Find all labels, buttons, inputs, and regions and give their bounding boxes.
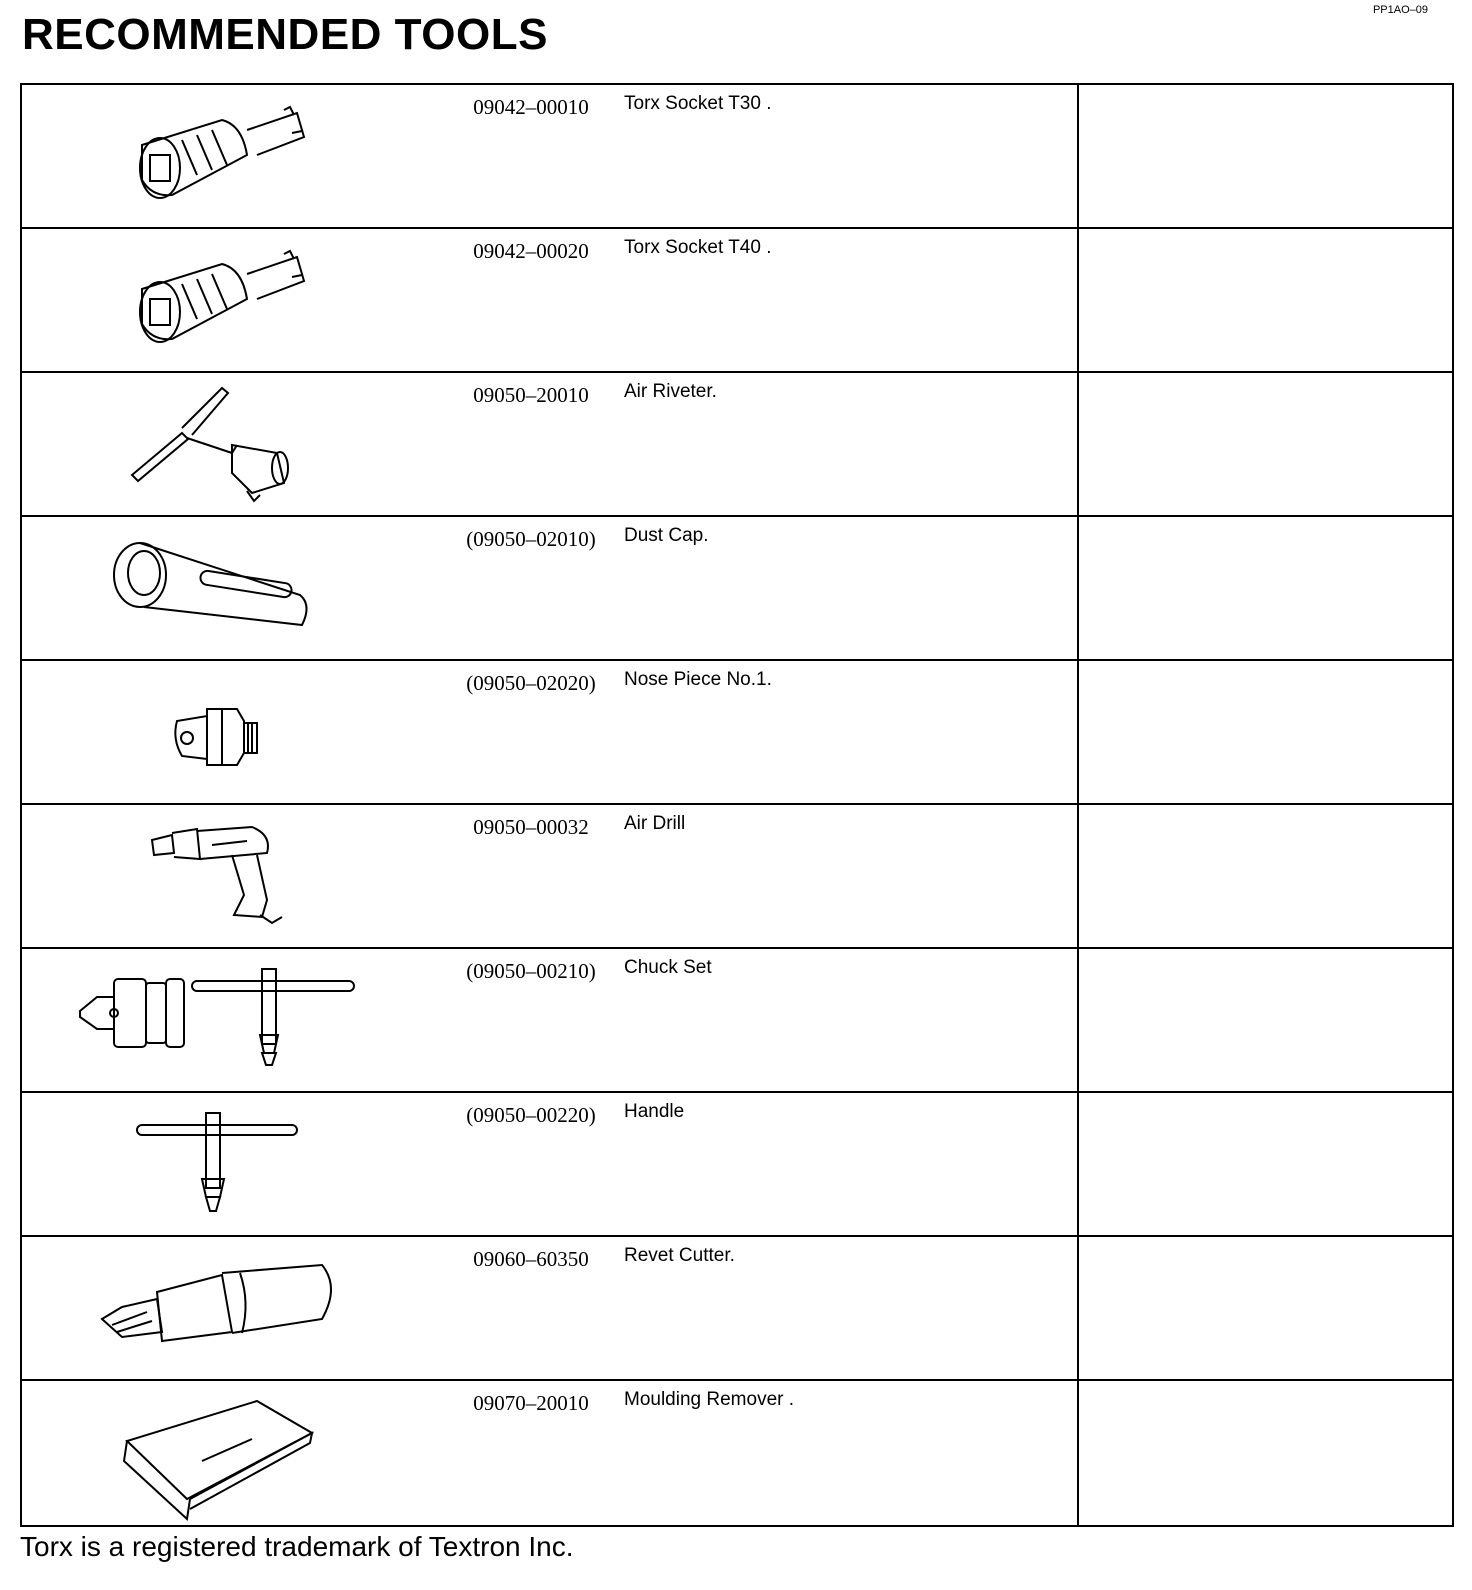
moulding-remover-icon xyxy=(22,1381,442,1523)
tools-table xyxy=(20,83,1454,1527)
part-number: 09070–20010 xyxy=(473,1391,589,1415)
notes-cell xyxy=(1079,949,1452,1091)
tool-row xyxy=(22,805,1452,949)
tool-row xyxy=(22,229,1452,373)
tool-name: Air Riveter. xyxy=(624,381,717,402)
part-number: 09042–00010 xyxy=(473,95,589,119)
tool-row xyxy=(22,661,1452,805)
tool-name: Revet Cutter. xyxy=(624,1245,735,1266)
tool-row xyxy=(22,949,1452,1093)
tool-row xyxy=(22,1093,1452,1237)
part-number: (09050–00220) xyxy=(466,1103,596,1127)
part-number: 09050–00032 xyxy=(473,815,589,839)
air-riveter-icon xyxy=(22,373,442,515)
tool-row xyxy=(22,1237,1452,1381)
notes-cell xyxy=(1079,1381,1452,1525)
part-number: 09060–60350 xyxy=(473,1247,589,1271)
tool-row xyxy=(22,85,1452,229)
tool-name: Handle xyxy=(624,1101,685,1122)
tool-name: Dust Cap. xyxy=(624,525,709,546)
notes-cell xyxy=(1079,1237,1452,1379)
tool-name: Torx Socket T30 . xyxy=(624,93,772,114)
part-number: (09050–00210) xyxy=(466,959,596,983)
part-number: 09050–20010 xyxy=(473,383,589,407)
tool-row xyxy=(22,1381,1452,1525)
rivet-cutter-icon xyxy=(22,1237,442,1379)
notes-cell xyxy=(1079,517,1452,659)
trademark-footnote: Torx is a registered trademark of Textron Inc. xyxy=(20,1531,574,1562)
dust-cap-icon xyxy=(22,517,442,659)
document-code: PP1AO–09 xyxy=(1372,4,1428,16)
notes-cell xyxy=(1079,373,1452,515)
part-number: (09050–02020) xyxy=(466,671,596,695)
tool-name: Torx Socket T40 . xyxy=(624,237,772,258)
tool-name: Air Drill xyxy=(624,813,686,834)
notes-cell xyxy=(1079,805,1452,947)
notes-cell xyxy=(1079,1093,1452,1235)
torx-socket-icon xyxy=(22,229,442,371)
chuck-set-icon xyxy=(22,949,442,1091)
nose-piece-icon xyxy=(22,661,442,803)
air-drill-icon xyxy=(22,805,442,947)
chuck-handle-icon xyxy=(22,1093,442,1235)
torx-socket-icon xyxy=(22,85,442,227)
tool-name: Chuck Set xyxy=(624,957,712,978)
tool-name: Nose Piece No.1. xyxy=(624,669,772,690)
page-title: RECOMMENDED TOOLS xyxy=(22,10,548,59)
notes-cell xyxy=(1079,229,1452,371)
part-number: 09042–00020 xyxy=(473,239,589,263)
tool-row xyxy=(22,373,1452,517)
notes-cell xyxy=(1079,85,1452,227)
tool-name: Moulding Remover . xyxy=(624,1389,795,1410)
tool-row xyxy=(22,517,1452,661)
part-number: (09050–02010) xyxy=(466,527,596,551)
notes-cell xyxy=(1079,661,1452,803)
